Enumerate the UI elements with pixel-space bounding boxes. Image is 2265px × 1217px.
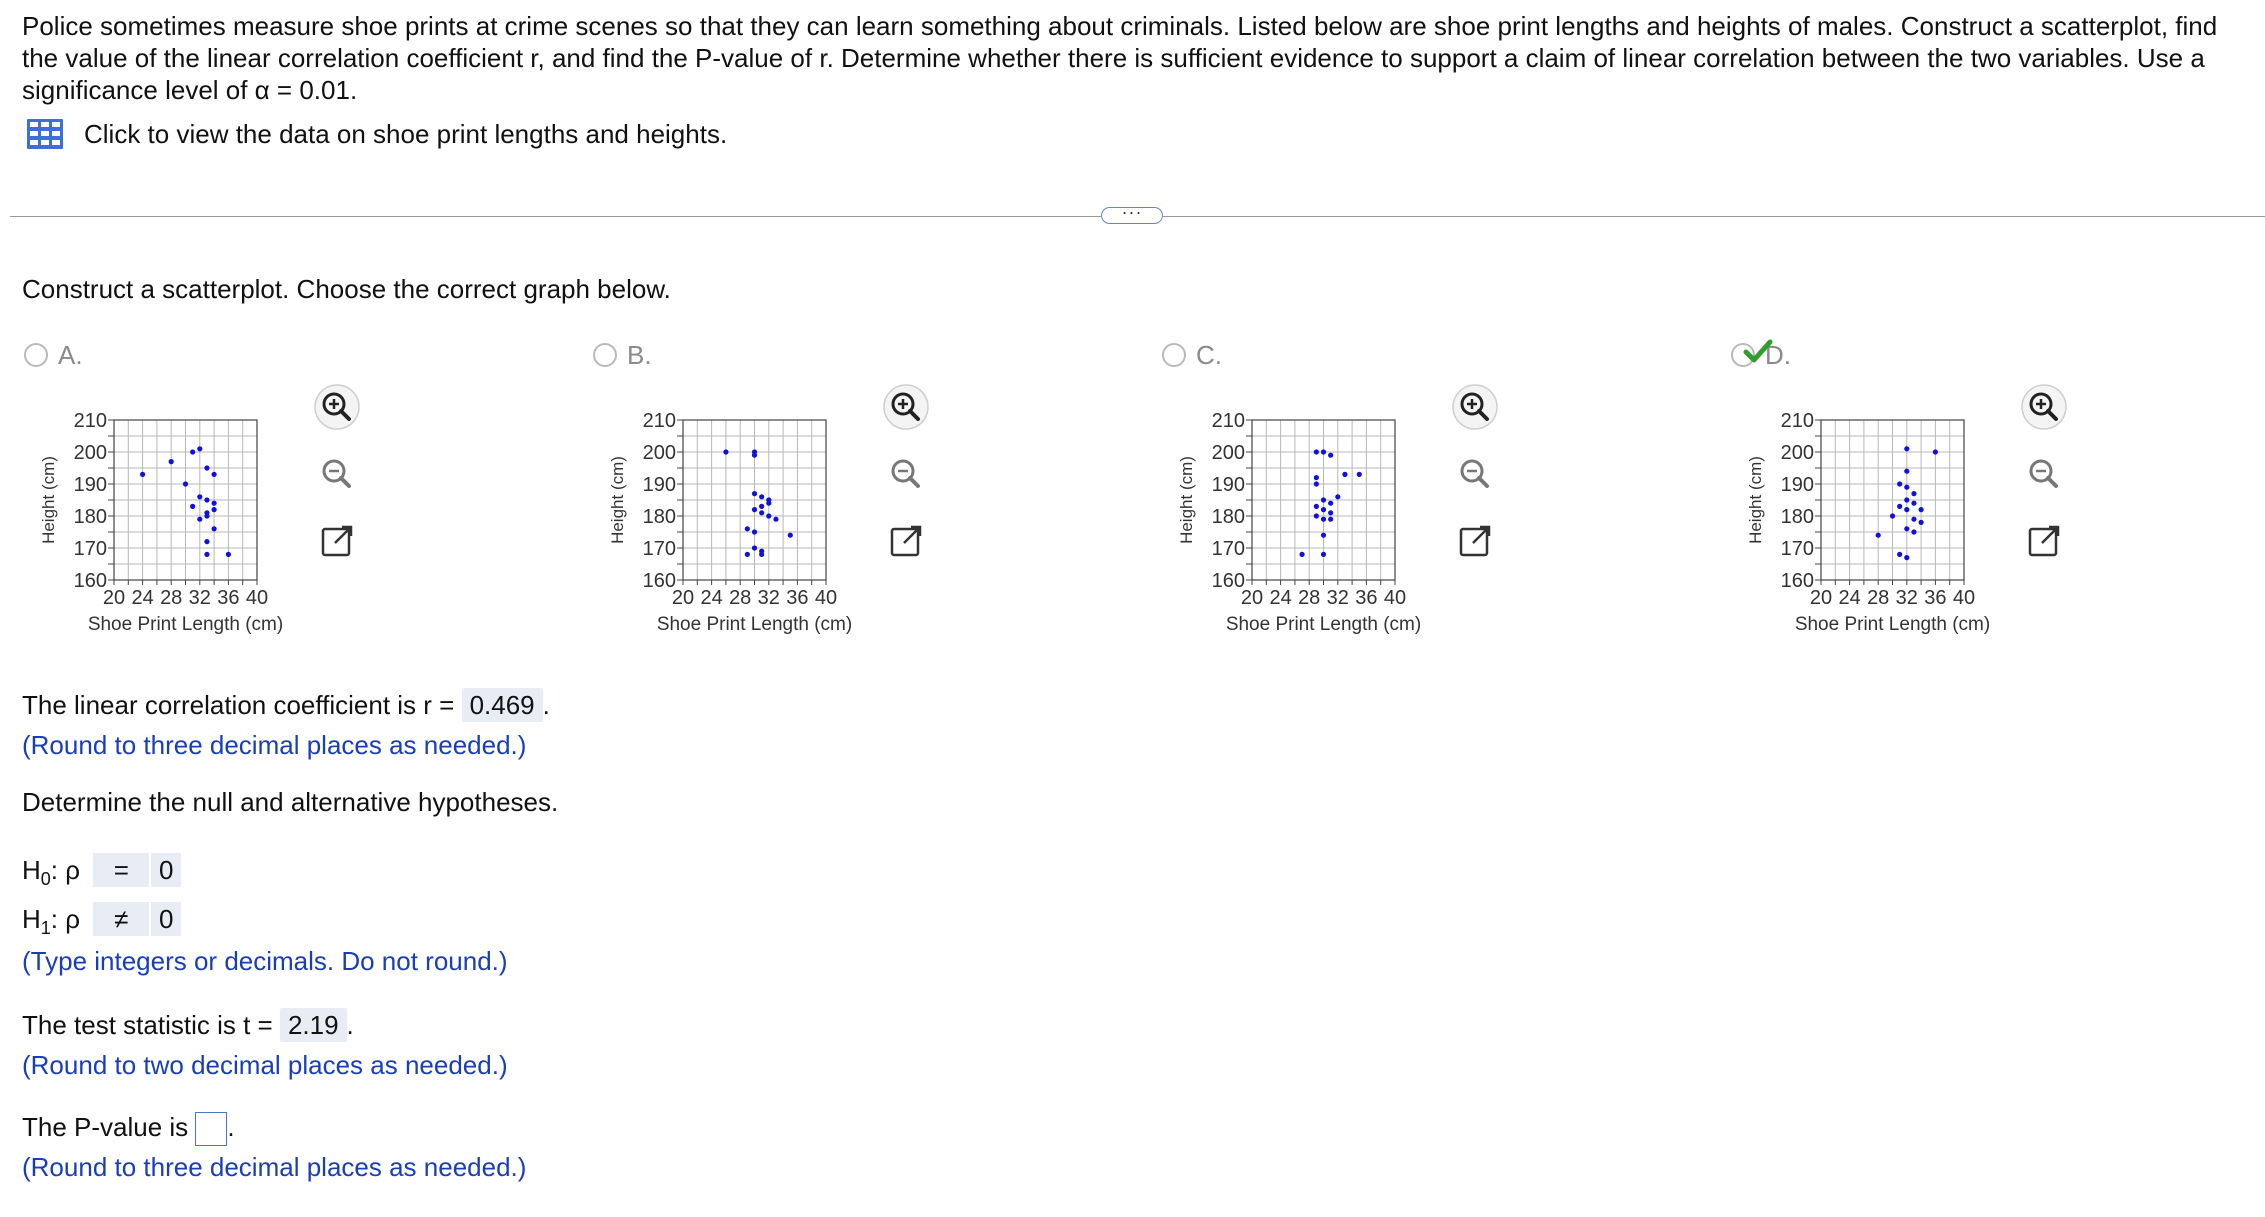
- y-axis-title: Height (cm): [1746, 456, 1765, 544]
- option-c-label: C.: [1196, 339, 1222, 370]
- y-tick-label: 180: [73, 506, 107, 528]
- correlation-hint: (Round to three decimal places as needed.): [22, 730, 527, 760]
- x-tick-label: 20: [1809, 587, 1833, 609]
- option-a-label: A.: [58, 339, 83, 370]
- x-tick-label: 28: [1867, 587, 1890, 609]
- y-tick-label: 200: [1780, 442, 1814, 464]
- y-tick-label: 160: [73, 570, 107, 592]
- data-point: [752, 529, 757, 534]
- x-tick-label: 28: [160, 587, 183, 609]
- data-point: [752, 545, 757, 550]
- data-point: [1328, 510, 1333, 515]
- y-tick-label: 200: [1211, 442, 1245, 464]
- data-point: [1904, 555, 1909, 560]
- problem-text: Police sometimes measure shoe prints at crime scenes so that they can learn something about criminals. Listed below are shoe print lengths and heights of males. Construct a scatterplot, find the value of the linear correlation coefficient r, and find the P-value of r. Determine whether there is sufficient evidence to support a claim of linear correlation between the two variables. Use a significance level of α = 0.01.: [22, 11, 2218, 105]
- data-point: [197, 517, 202, 522]
- x-tick-label: 32: [1895, 587, 1918, 609]
- y-tick-label: 200: [73, 442, 107, 464]
- data-point: [1897, 504, 1902, 509]
- h0-subscript: 0: [40, 869, 51, 890]
- zoom-out-icon[interactable]: [313, 450, 361, 498]
- checkmark-icon: [1743, 339, 1773, 365]
- data-point: [745, 526, 750, 531]
- data-point: [1314, 475, 1319, 480]
- data-point: [197, 446, 202, 451]
- h0-param: : ρ: [50, 855, 81, 885]
- x-tick-label: 20: [671, 587, 695, 609]
- x-tick-label: 32: [188, 587, 211, 609]
- data-point: [759, 494, 764, 499]
- data-point: [745, 552, 750, 557]
- y-tick-label: 200: [642, 442, 676, 464]
- p-value-input[interactable]: [195, 1112, 227, 1146]
- data-point: [1911, 517, 1916, 522]
- x-tick-label: 24: [1838, 587, 1861, 609]
- popout-icon[interactable]: [882, 517, 930, 565]
- data-point: [766, 501, 771, 506]
- data-point: [1321, 552, 1326, 557]
- data-point: [1904, 469, 1909, 474]
- data-point: [140, 472, 145, 477]
- popout-icon[interactable]: [313, 517, 361, 565]
- p-value-prefix: The P-value is: [22, 1112, 189, 1142]
- option-c-radio[interactable]: [1162, 338, 1222, 372]
- y-tick-label: 190: [1211, 474, 1245, 496]
- h0-value-input[interactable]: 0: [151, 853, 181, 887]
- test-statistic-prefix: The test statistic is t =: [22, 1010, 273, 1040]
- y-tick-label: 210: [73, 410, 107, 432]
- zoom-in-icon[interactable]: [1451, 383, 1499, 431]
- data-point: [723, 449, 728, 454]
- data-point: [1890, 513, 1895, 518]
- data-point: [169, 459, 174, 464]
- data-point: [1919, 507, 1924, 512]
- correlation-line: [22, 688, 550, 722]
- data-point: [1314, 513, 1319, 518]
- data-point: [212, 507, 217, 512]
- x-tick-label: 40: [245, 587, 269, 609]
- data-point: [759, 504, 764, 509]
- view-data-label: Click to view the data on shoe print lengths and heights.: [84, 118, 728, 149]
- correlation-answer[interactable]: 0.469: [462, 688, 543, 722]
- data-point: [212, 526, 217, 531]
- x-axis-title: Shoe Print Length (cm): [1794, 614, 1991, 635]
- h1-value-input[interactable]: 0: [151, 902, 181, 936]
- null-hypothesis: [22, 853, 181, 896]
- view-data-link[interactable]: [26, 116, 727, 152]
- data-point: [1314, 449, 1319, 454]
- y-tick-label: 190: [1780, 474, 1814, 496]
- y-tick-label: 160: [642, 570, 676, 592]
- y-tick-label: 190: [73, 474, 107, 496]
- h1-param: : ρ: [50, 904, 81, 934]
- data-point: [759, 510, 764, 515]
- test-statistic-answer[interactable]: 2.19: [280, 1008, 347, 1042]
- scatterplot-a: [22, 404, 322, 644]
- y-tick-label: 160: [1780, 570, 1814, 592]
- zoom-in-icon[interactable]: [882, 383, 930, 431]
- h1-operator-select[interactable]: ≠: [93, 902, 149, 936]
- y-tick-label: 210: [1211, 410, 1245, 432]
- x-tick-label: 24: [1269, 587, 1292, 609]
- data-point: [204, 497, 209, 502]
- data-point: [1911, 501, 1916, 506]
- x-tick-label: 36: [1355, 587, 1378, 609]
- data-point: [1342, 472, 1347, 477]
- data-point: [1321, 497, 1326, 502]
- data-point: [773, 517, 778, 522]
- expand-divider-button[interactable]: ···: [1101, 207, 1163, 224]
- y-tick-label: 170: [1211, 538, 1245, 560]
- data-point: [1299, 552, 1304, 557]
- test-statistic-line: [22, 1008, 354, 1042]
- zoom-out-icon[interactable]: [882, 450, 930, 498]
- y-tick-label: 210: [1780, 410, 1814, 432]
- y-tick-label: 180: [1780, 506, 1814, 528]
- x-tick-label: 24: [131, 587, 154, 609]
- x-tick-label: 36: [1924, 587, 1947, 609]
- h0-label: H: [22, 855, 41, 885]
- data-point: [1897, 552, 1902, 557]
- x-tick-label: 20: [102, 587, 126, 609]
- data-point: [1328, 517, 1333, 522]
- data-point: [197, 494, 202, 499]
- data-point: [752, 453, 757, 458]
- x-tick-label: 36: [217, 587, 240, 609]
- option-b-label: B.: [627, 339, 652, 370]
- data-point: [1904, 507, 1909, 512]
- x-tick-label: 40: [814, 587, 838, 609]
- data-point: [1328, 501, 1333, 506]
- y-axis-title: Height (cm): [608, 456, 627, 544]
- popout-icon[interactable]: [1451, 517, 1499, 565]
- data-point: [1904, 497, 1909, 502]
- y-tick-label: 170: [1780, 538, 1814, 560]
- hypotheses-prompt: Determine the null and alternative hypotheses.: [22, 787, 559, 817]
- data-point: [1314, 504, 1319, 509]
- radio-circle: [1731, 343, 1755, 367]
- data-point: [190, 449, 195, 454]
- option-a-radio[interactable]: [24, 338, 83, 372]
- zoom-out-icon[interactable]: [1451, 450, 1499, 498]
- y-tick-label: 170: [73, 538, 107, 560]
- x-tick-label: 40: [1383, 587, 1407, 609]
- y-tick-label: 170: [642, 538, 676, 560]
- data-point: [1904, 446, 1909, 451]
- y-tick-label: 190: [642, 474, 676, 496]
- y-tick-label: 160: [1211, 570, 1245, 592]
- data-point: [183, 481, 188, 486]
- x-tick-label: 28: [1298, 587, 1321, 609]
- scatterplot-c: [1160, 404, 1460, 644]
- table-icon: [26, 118, 64, 150]
- scatterplot-prompt: Construct a scatterplot. Choose the correct graph below.: [22, 274, 671, 304]
- data-point: [1328, 453, 1333, 458]
- data-point: [204, 465, 209, 470]
- correlation-suffix: .: [542, 690, 550, 720]
- x-tick-label: 40: [1952, 587, 1976, 609]
- data-point: [759, 552, 764, 557]
- zoom-in-icon[interactable]: [2020, 383, 2068, 431]
- x-tick-label: 36: [786, 587, 809, 609]
- x-tick-label: 32: [1326, 587, 1349, 609]
- zoom-out-icon[interactable]: [2020, 450, 2068, 498]
- radio-circle: [593, 343, 617, 367]
- x-axis-title: Shoe Print Length (cm): [656, 614, 853, 635]
- option-d-label: D.: [1765, 339, 1791, 370]
- y-tick-label: 180: [642, 506, 676, 528]
- data-point: [1357, 472, 1362, 477]
- radio-circle: [24, 343, 48, 367]
- y-axis-title: Height (cm): [1177, 456, 1196, 544]
- data-point: [1933, 449, 1938, 454]
- y-tick-label: 210: [642, 410, 676, 432]
- data-point: [1904, 526, 1909, 531]
- x-axis-title: Shoe Print Length (cm): [1225, 614, 1422, 635]
- popout-icon[interactable]: [2020, 517, 2068, 565]
- option-b-radio[interactable]: [593, 338, 652, 372]
- data-point: [1911, 491, 1916, 496]
- data-point: [1876, 533, 1881, 538]
- x-tick-label: 20: [1240, 587, 1264, 609]
- data-point: [752, 491, 757, 496]
- data-point: [212, 472, 217, 477]
- data-point: [204, 513, 209, 518]
- zoom-in-icon[interactable]: [313, 383, 361, 431]
- test-statistic-suffix: .: [346, 1010, 354, 1040]
- y-axis-title: Height (cm): [39, 456, 58, 544]
- h1-label: H: [22, 904, 41, 934]
- data-point: [226, 552, 231, 557]
- data-point: [204, 539, 209, 544]
- hypotheses-hint: (Type integers or decimals. Do not round.): [22, 946, 508, 976]
- h1-subscript: 1: [40, 918, 51, 939]
- option-d-radio[interactable]: [1731, 338, 1791, 372]
- p-value-line: [22, 1110, 235, 1146]
- data-point: [1321, 507, 1326, 512]
- data-point: [1919, 520, 1924, 525]
- data-point: [1904, 485, 1909, 490]
- data-point: [1321, 517, 1326, 522]
- scatterplot-b: [591, 404, 891, 644]
- x-tick-label: 32: [757, 587, 780, 609]
- h0-operator-select[interactable]: =: [93, 853, 149, 887]
- data-point: [1314, 481, 1319, 486]
- x-tick-label: 24: [700, 587, 723, 609]
- radio-circle: [1162, 343, 1186, 367]
- p-value-suffix: .: [227, 1112, 235, 1142]
- data-point: [204, 552, 209, 557]
- data-point: [788, 533, 793, 538]
- scatterplot-d: [1729, 404, 2029, 644]
- y-tick-label: 180: [1211, 506, 1245, 528]
- test-statistic-hint: (Round to two decimal places as needed.): [22, 1050, 508, 1080]
- data-point: [1911, 529, 1916, 534]
- data-point: [1897, 481, 1902, 486]
- data-point: [1335, 494, 1340, 499]
- data-point: [212, 501, 217, 506]
- p-value-hint: (Round to three decimal places as needed.): [22, 1152, 527, 1182]
- alternative-hypothesis: [22, 902, 181, 945]
- data-point: [766, 513, 771, 518]
- correlation-prefix: The linear correlation coefficient is r =: [22, 690, 455, 720]
- data-point: [752, 507, 757, 512]
- data-point: [190, 504, 195, 509]
- data-point: [1321, 449, 1326, 454]
- x-tick-label: 28: [729, 587, 752, 609]
- x-axis-title: Shoe Print Length (cm): [87, 614, 284, 635]
- data-point: [1321, 533, 1326, 538]
